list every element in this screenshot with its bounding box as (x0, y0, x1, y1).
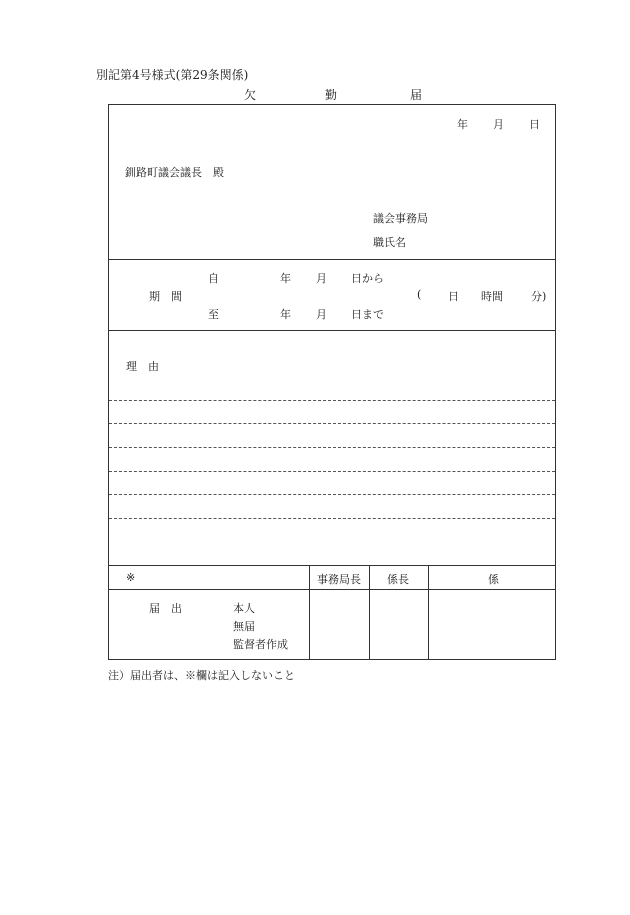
reason-line-5 (109, 494, 555, 495)
addressee: 釧路町議会議長 殿 (125, 166, 224, 179)
divider-reason-top (109, 330, 555, 331)
reason-label: 理 由 (126, 360, 159, 373)
period-to-year: 年 (280, 308, 291, 321)
reason-line-2 (109, 423, 555, 424)
period-from-year: 年 (280, 272, 291, 285)
date-year-label: 年 (457, 118, 468, 131)
leave-form-table (108, 104, 556, 660)
reason-line-1 (109, 400, 555, 401)
submission-option-supervisor: 監督者作成 (233, 638, 288, 651)
reason-line-3 (109, 447, 555, 448)
sender-department: 議会事務局 (373, 212, 428, 225)
approval-divider-2 (369, 565, 370, 660)
period-label: 期 間 (149, 290, 182, 303)
sender-name-label: 職氏名 (373, 236, 406, 249)
period-from-month: 月 (316, 272, 327, 285)
period-to-day: 日まで (351, 308, 384, 321)
divider-approval-header (109, 589, 555, 590)
form-title-char-1: 欠 (244, 88, 257, 102)
divider-period-top (109, 259, 555, 260)
submission-option-unnotified: 無届 (233, 620, 255, 633)
divider-approval-top (109, 565, 555, 566)
period-open-paren: ( (417, 288, 422, 301)
form-number-label: 別記第4号様式(第29条関係) (96, 68, 249, 82)
approval-divider-1 (309, 565, 310, 660)
reason-line-4 (109, 471, 555, 472)
period-total-hours: 時間 (481, 290, 503, 303)
period-total-minutes: 分) (531, 290, 547, 303)
date-month-label: 月 (493, 118, 504, 131)
approval-head-label: 事務局長 (317, 573, 361, 586)
footnote: 注）届出者は、※欄は記入しないこと (108, 669, 295, 682)
submission-option-self: 本人 (233, 602, 255, 615)
date-day-label: 日 (529, 118, 540, 131)
period-from-mark: 自 (208, 272, 219, 285)
reason-line-6 (109, 518, 555, 519)
submission-label: 届 出 (149, 602, 182, 615)
approval-divider-3 (428, 565, 429, 660)
approval-staff-label: 係 (488, 573, 499, 586)
form-title-char-3: 届 (410, 88, 423, 102)
period-from-day: 日から (351, 272, 384, 285)
approval-note-mark: ※ (126, 571, 136, 584)
approval-chief-label: 係長 (387, 573, 409, 586)
form-title-char-2: 勤 (325, 88, 338, 102)
period-to-mark: 至 (208, 308, 219, 321)
period-total-day: 日 (448, 290, 459, 303)
period-to-month: 月 (316, 308, 327, 321)
